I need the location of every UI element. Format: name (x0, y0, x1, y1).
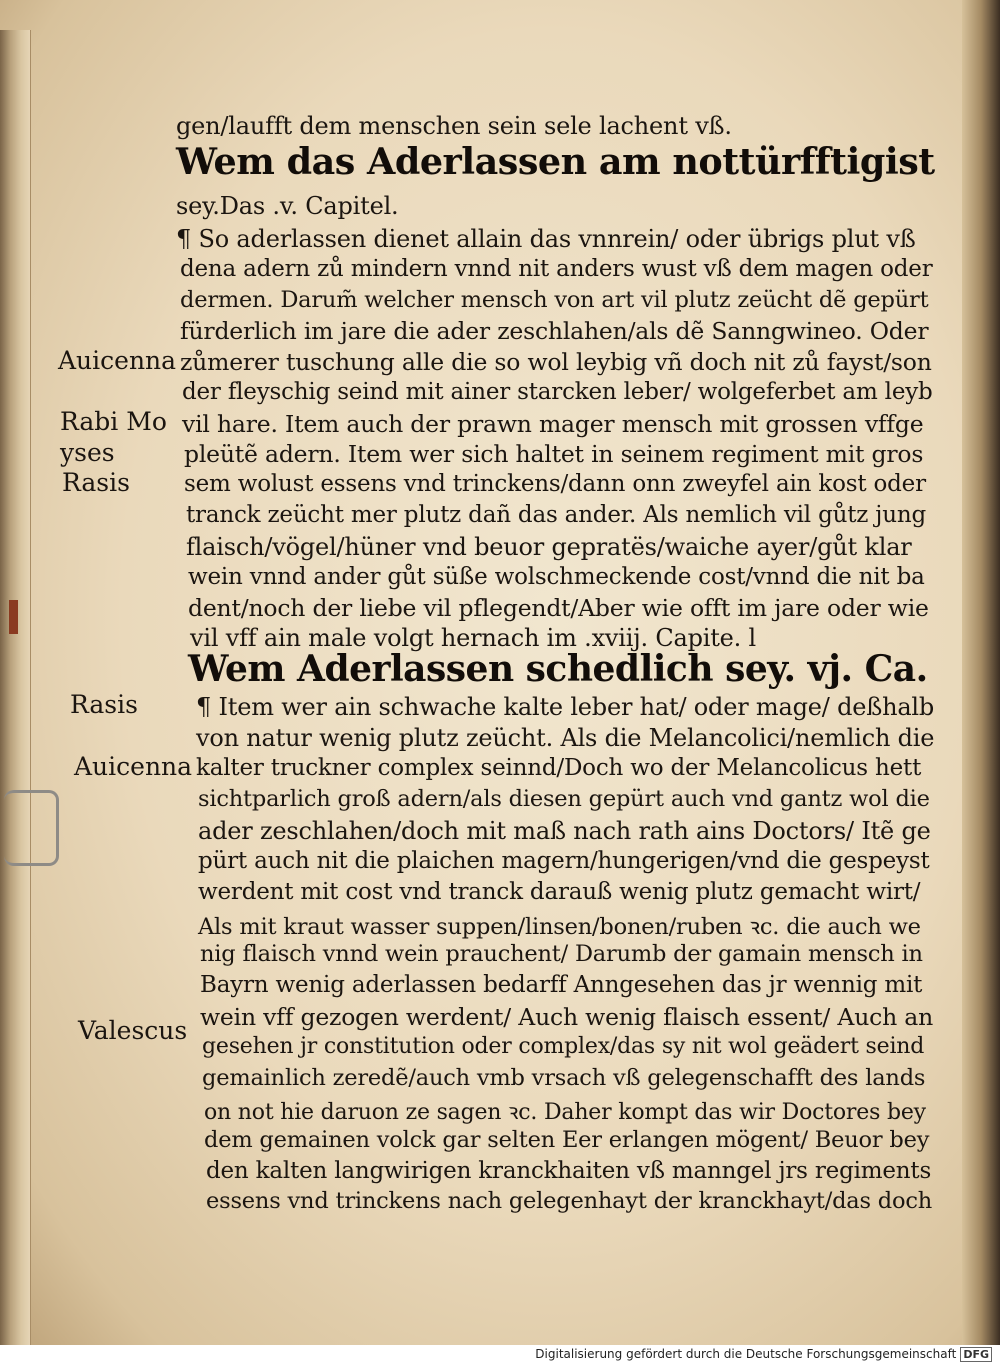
text-line-31: dem gemainen volck gar selten Eer erlangen mögent/ Beuor bey (204, 1127, 930, 1153)
text-line-24: Als mit kraut wasser suppen/linsen/bonen/ruben ꝛc. die auch we (198, 914, 921, 940)
text-line-25: nig flaisch vnnd wein prauchent/ Darumb der gamain mensch in (200, 941, 923, 967)
margin-note-rasis-1: Rasis (62, 468, 130, 497)
text-line-5: dermen. Darum̃ welcher mensch von art vil plutz zeücht dẽ gepürt (180, 287, 929, 313)
text-line-30: on not hie daruon ze sagen ꝛc. Daher kompt das wir Doctores bey (204, 1100, 926, 1125)
text-line-12: tranck zeücht mer plutz dañ das ander. Als nemlich vil gůtz jung (186, 502, 926, 528)
margin-note-valescus: Valescus (78, 1016, 188, 1045)
paper-clip-icon (4, 790, 59, 866)
text-line-14: wein vnnd ander gůt süße wolschmeckende cost/vnnd die nit ba (188, 564, 925, 590)
margin-note-rabi-2: yses (60, 438, 115, 467)
margin-note-avicenna-2: Auicenna (74, 752, 193, 781)
text-line-21: ader zeschlahen/doch mit maß nach rath ains Doctors/ Itẽ ge (198, 817, 931, 845)
text-line-22: pürt auch nit die plaichen magern/hungerigen/vnd die gespeyst (198, 848, 930, 874)
heading-2: Wem Aderlassen schedlich sey. vj. Ca. (188, 648, 928, 690)
text-line-2: sey.Das .v. Capitel. (176, 192, 399, 220)
text-line-32: den kalten langwirigen kranckhaiten vß manngel jrs regiments (206, 1158, 932, 1184)
bookmark-tab (9, 600, 18, 634)
text-line-18: von natur wenig plutz zeücht. Als die Melancolici/nemlich die (196, 724, 935, 752)
text-line-15: dent/noch der liebe vil pflegendt/Aber wie offt im jare oder wie (188, 594, 929, 622)
text-line-33: essens vnd trinckens nach gelegenhayt der kranckhayt/das doch (206, 1188, 933, 1214)
text-line-27: wein vff gezogen werdent/ Auch wenig flaisch essent/ Auch an (200, 1003, 934, 1031)
text-line-3: ¶ So aderlassen dienet allain das vnnrein/ oder übrigs plut vß (176, 225, 916, 253)
text-line-16: vil vff ain male volgt hernach im .xviij. Capite. l (190, 624, 757, 652)
page-edge-left (0, 30, 31, 1350)
heading-1: Wem das Aderlassen am nottürfftigist (176, 140, 935, 183)
text-line-26: Bayrn wenig aderlassen bedarff Anngesehen das jr wennig mit (200, 972, 923, 998)
text-line-9: vil hare. Item auch der prawn mager mensch mit grossen vffge (182, 410, 924, 438)
text-line-7: zůmerer tuschung alle die so wol leybig vñ doch nit zů fayst/son (180, 348, 932, 376)
text-line-23: werdent mit cost vnd tranck darauß wenig plutz gemacht wirt/ (198, 879, 921, 905)
text-line-29: gemainlich zeredẽ/auch vmb vrsach vß gelegenschafft des lands (202, 1065, 926, 1091)
text-line-20: sichtparlich groß adern/als diesen gepürt auch vnd gantz wol die (198, 786, 930, 812)
text-line-17: ¶ Item wer ain schwache kalte leber hat/ oder mage/ deßhalb (196, 693, 935, 721)
text-line-11: sem wolust essens vnd trinckens/dann onn zweyfel ain kost oder (184, 471, 926, 497)
footer-attribution-text: Digitalisierung gefördert durch die Deutsche Forschungsgemeinschaft (535, 1347, 957, 1361)
text-line-8: der fleyschig seind mit ainer starcken leber/ wolgeferbet am leyb (182, 379, 933, 405)
text-line-1: gen/laufft dem menschen sein sele lachent vß. (176, 112, 732, 140)
text-line-4: dena adern zů mindern vnnd nit anders wust vß dem magen oder (180, 256, 933, 282)
margin-note-rabi-1: Rabi Mo (60, 407, 167, 436)
footer-bar (0, 1345, 1000, 1365)
text-line-6: fürderlich im jare die ader zeschlahen/als dẽ Sanngwineo. Oder (180, 317, 929, 345)
footer-attribution (535, 1347, 992, 1362)
margin-note-avicenna-1: Auicenna (58, 346, 177, 375)
dfg-logo-icon: DFG (960, 1347, 992, 1362)
page-edge-right (962, 0, 1000, 1365)
text-line-28: gesehen jr constitution oder complex/das sy nit wol geädert seind (202, 1034, 925, 1059)
text-line-19: kalter truckner complex seinnd/Doch wo der Melancolicus hett (196, 755, 922, 781)
text-line-10: pleütẽ adern. Item wer sich haltet in seinem regiment mit gros (184, 440, 924, 468)
text-line-13: flaisch/vögel/hüner vnd beuor gepratës/waiche ayer/gůt klar (186, 533, 912, 561)
margin-note-rasis-2: Rasis (70, 690, 138, 719)
